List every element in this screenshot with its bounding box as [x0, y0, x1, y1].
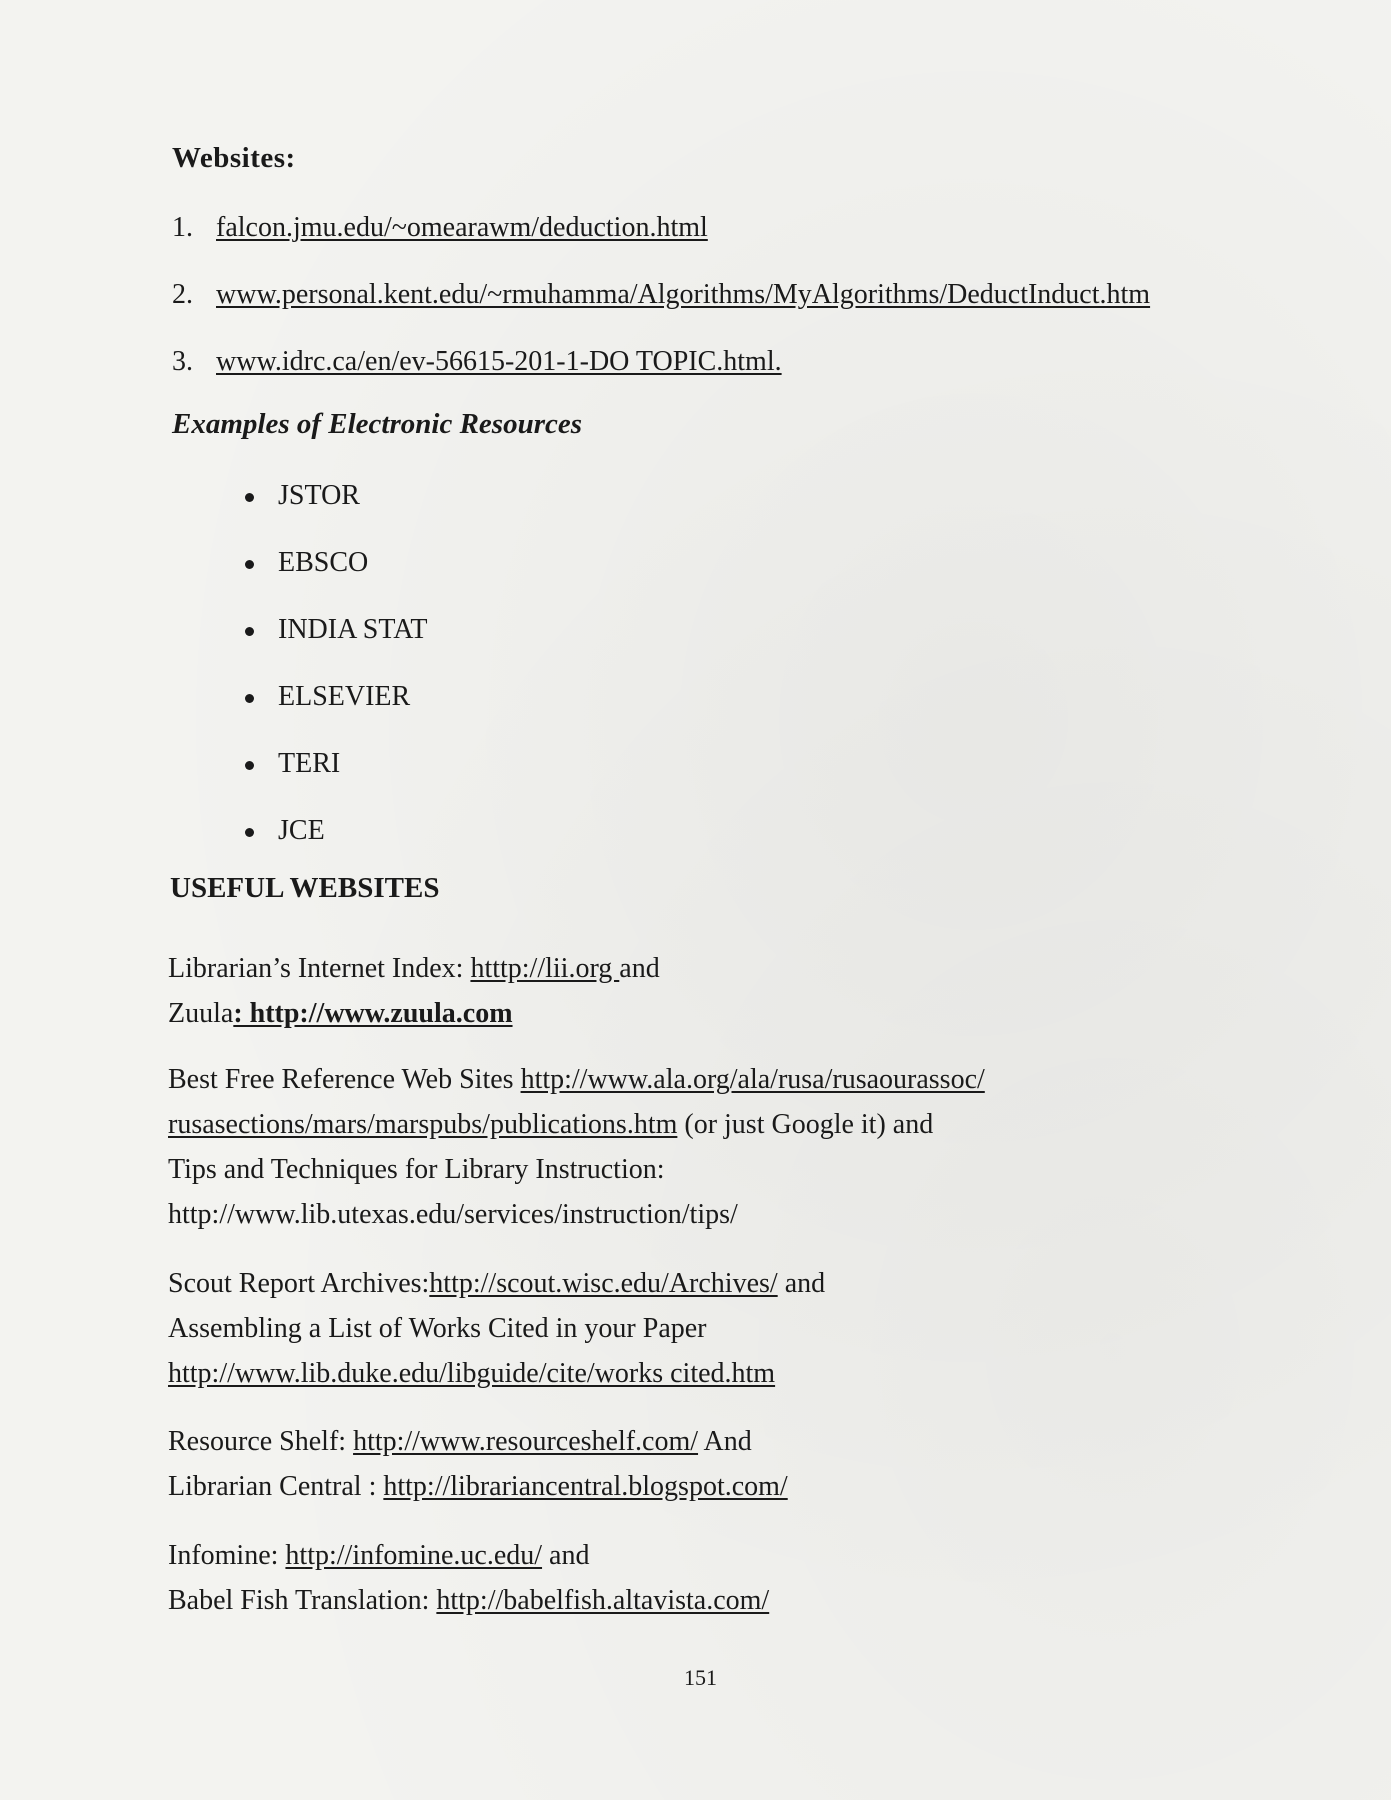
bullet-icon	[245, 828, 254, 837]
useful-websites-heading: USEFUL WEBSITES	[170, 872, 440, 904]
line-label: Babel Fish Translation:	[168, 1585, 437, 1616]
resource-label: INDIA STAT	[278, 614, 428, 645]
bullet-icon	[245, 694, 254, 703]
duke-link[interactable]: http://www.lib.duke.edu/libguide/cite/works cited.htm	[168, 1358, 776, 1389]
resource-item	[245, 614, 427, 646]
resourceshelf-link[interactable]: http://www.resourceshelf.com/	[353, 1426, 699, 1457]
line-suffix: And	[698, 1426, 752, 1457]
item-number: 3.	[172, 346, 193, 377]
website-item-2	[172, 279, 1150, 311]
page-number: 151	[684, 1665, 717, 1690]
resource-item	[245, 547, 368, 579]
resource-item	[245, 681, 410, 713]
resource-label: JSTOR	[278, 480, 360, 511]
useful-line-10	[168, 1426, 752, 1458]
website-item-3	[172, 346, 782, 378]
resource-label: ELSEVIER	[278, 681, 411, 712]
useful-line-2	[168, 998, 513, 1030]
resource-item	[245, 748, 340, 780]
line-label: Infomine:	[168, 1540, 286, 1571]
website-link-2[interactable]: www.personal.kent.edu/~rmuhamma/Algorithms/MyAlgorithms/DeductInduct.htm	[216, 279, 1151, 310]
infomine-link[interactable]: http://infomine.uc.edu/	[285, 1540, 543, 1571]
line-suffix: and	[619, 953, 660, 984]
bullet-icon	[245, 493, 254, 502]
scout-link[interactable]: http://scout.wisc.edu/Archives/	[429, 1268, 778, 1299]
useful-line-3	[168, 1064, 985, 1096]
zuula-link[interactable]: : http://www.zuula.com	[233, 998, 513, 1029]
item-number: 2.	[172, 279, 193, 310]
lii-link[interactable]: htttp://lii.org	[470, 953, 620, 984]
useful-line-1	[168, 953, 660, 985]
line-label: Librarian’s Internet Index:	[168, 953, 471, 984]
bullet-icon	[245, 627, 254, 636]
resource-label: EBSCO	[278, 547, 369, 578]
website-link-1[interactable]: falcon.jmu.edu/~omearawm/deduction.html	[216, 212, 708, 243]
line-suffix: and	[777, 1268, 826, 1299]
useful-line-12	[168, 1540, 589, 1572]
line-suffix: and	[542, 1540, 590, 1571]
bullet-icon	[245, 761, 254, 770]
useful-line-9	[168, 1358, 775, 1390]
useful-line-8: Assembling a List of Works Cited in your Paper	[168, 1313, 707, 1344]
line-suffix: (or just Google it) and	[677, 1109, 934, 1140]
resource-item	[245, 480, 360, 512]
babelfish-link[interactable]: http://babelfish.altavista.com/	[436, 1585, 770, 1616]
line-label: Librarian Central :	[168, 1471, 384, 1502]
useful-line-7	[168, 1268, 825, 1300]
useful-line-4	[168, 1109, 933, 1141]
ala-link[interactable]: http://www.ala.org/ala/rusa/rusaourassoc/	[520, 1064, 985, 1095]
item-number: 1.	[172, 212, 193, 243]
resource-label: JCE	[278, 815, 325, 846]
resource-label: TERI	[278, 748, 341, 779]
website-item-1	[172, 212, 708, 244]
ala-link-continued[interactable]: rusasections/mars/marspubs/publications.htm	[168, 1109, 678, 1140]
line-label: Resource Shelf:	[168, 1426, 354, 1457]
website-link-3[interactable]: www.idrc.ca/en/ev-56615-201-1-DO TOPIC.html.	[216, 346, 782, 377]
useful-line-13	[168, 1585, 769, 1617]
websites-heading: Websites:	[172, 142, 296, 174]
resource-item	[245, 815, 325, 847]
useful-line-11	[168, 1471, 788, 1503]
useful-line-5: Tips and Techniques for Library Instruction:	[168, 1154, 665, 1185]
useful-line-6: http://www.lib.utexas.edu/services/instruction/tips/	[168, 1199, 738, 1230]
line-label: Scout Report Archives:	[168, 1268, 430, 1299]
librariancentral-link[interactable]: http://librariancentral.blogspot.com/	[383, 1471, 788, 1502]
line-label: Zuula	[168, 998, 234, 1029]
line-label: Best Free Reference Web Sites	[168, 1064, 521, 1095]
bullet-icon	[245, 560, 254, 569]
examples-heading: Examples of Electronic Resources	[172, 408, 583, 440]
